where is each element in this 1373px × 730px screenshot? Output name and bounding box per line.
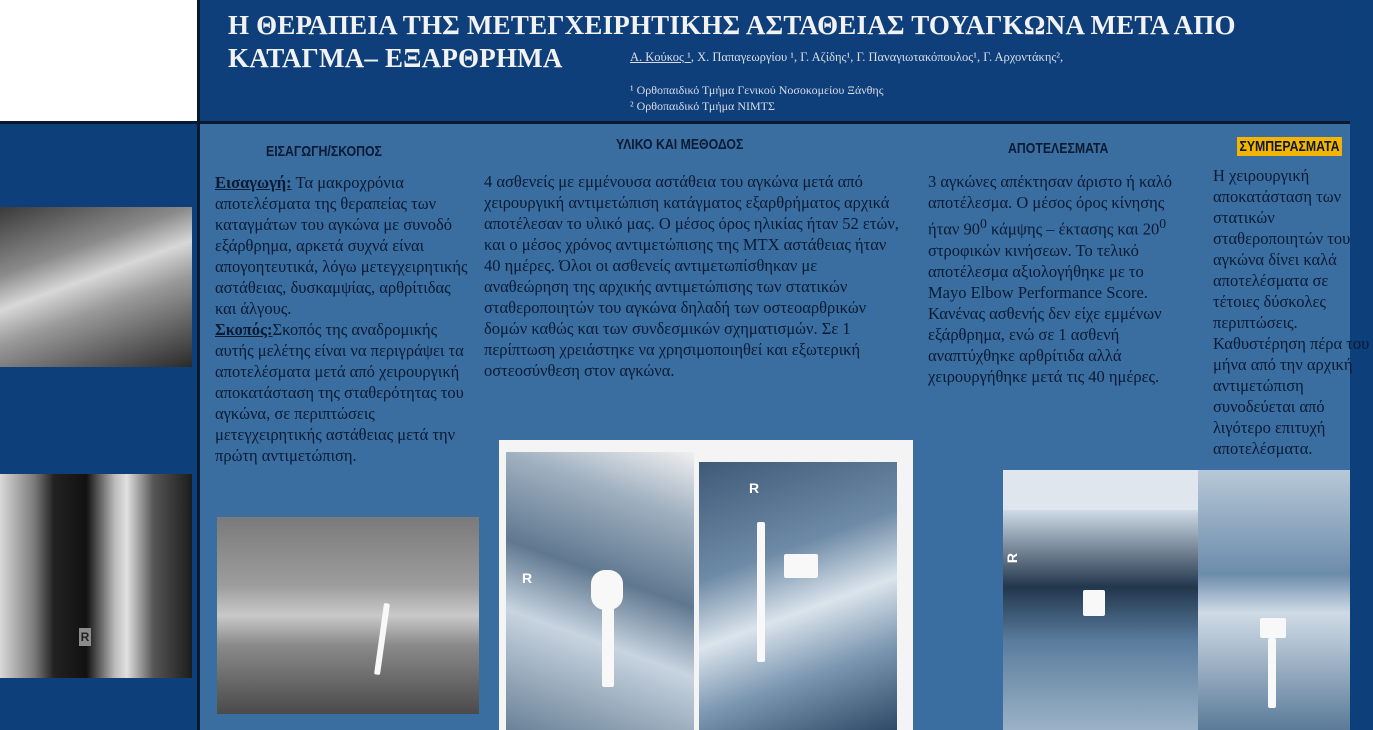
xray-elbow-lateral-image xyxy=(0,207,192,367)
results-part-a: 3 αγκώνες απέκτησαν άριστο ή καλό αποτέλεσμα. Ο μέσος όρος κίνησης ήταν 90 xyxy=(928,172,1173,239)
header-divider xyxy=(0,121,1350,124)
intro-text xyxy=(215,172,473,466)
other-authors: , Χ. Παπαγεωργίου ¹, Γ. Αζίδης¹, Γ. Παναγιωτακόπουλος¹, Γ. Αρχοντάκης², xyxy=(690,50,1064,64)
aim-body: Σκοπός της αναδρομικής αυτής μελέτης είναι να περιγράψει τα αποτελέσματα μετά από χειρουργική αποκατάσταση της σταθερότητας του αγκώνα, σε περιπτώσεις μετεγχειρητικής αστάθειας μετά την πρώτη αντιμετώπιση. xyxy=(215,320,464,465)
results-text xyxy=(928,171,1183,387)
xray-elbow-plates-image xyxy=(499,440,913,730)
plate-implant xyxy=(602,607,614,687)
plate-implant xyxy=(757,522,765,662)
xray-panel-b xyxy=(1198,470,1350,730)
poster-title-line2: ΚΑΤΑΓΜΑ– ΕΞΑΡΘΡΗΜΑ xyxy=(228,43,563,73)
xray-panel-b xyxy=(699,462,897,730)
sidebar-divider xyxy=(197,0,200,730)
intro-heading: ΕΙΣΑΓΩΓΗ/ΣΚΟΠΟΣ xyxy=(266,143,382,160)
xray-side-marker: R xyxy=(522,570,533,586)
radial-head-implant xyxy=(591,570,623,610)
method-heading: ΥΛΙΚΟ ΚΑΙ ΜΕΘΟΔΟΣ xyxy=(616,136,744,153)
xray-side-marker: R xyxy=(749,480,760,496)
aim-lead: Σκοπός: xyxy=(215,320,273,339)
xray-panel-a xyxy=(506,452,694,730)
stem-implant xyxy=(1268,638,1276,708)
conclusions-text: Η χειρουργική αποκατάσταση των στατικών σταθεροποιητών του αγκώνα δίνει καλά αποτελέσματα σε τέτοιες δύσκολες περιπτώσεις. Καθυστέρηση πέρα του μήνα από την αρχική αντιμετώπιση συνοδεύεται από λιγότερο επιτυχή αποτελέσματα. xyxy=(1213,166,1370,458)
prosthesis-implant xyxy=(1260,618,1286,638)
xray-side-marker: R xyxy=(1004,552,1021,564)
authors xyxy=(630,50,1063,65)
prosthesis-implant xyxy=(784,554,818,578)
degree-sup-2: 0 xyxy=(1159,216,1167,231)
xray-panel-a xyxy=(1003,510,1198,730)
conclusions-heading: ΣΥΜΠΕΡΑΣΜΑΤΑ xyxy=(1237,137,1342,156)
screw-implant xyxy=(374,603,390,675)
affiliation-2: ² Ορθοπαιδικό Τμήμα ΝΙΜΤΣ xyxy=(630,99,775,113)
intro-body: Τα μακροχρόνια αποτελέσματα της θεραπείας των καταγμάτων του αγκώνα με συνοδό εξάρθρημα, αρκετά συχνά είναι απογοητευτικά, λόγω μετεγχειρητικής αστάθειας, δυσκαμψίας, αρθρίτιδας και άλγους. xyxy=(215,173,468,318)
xray-side-marker: R xyxy=(80,630,90,644)
affiliation-1: ¹ Ορθοπαιδικό Τμήμα Γενικού Νοσοκομείου Ξάνθης xyxy=(630,83,884,97)
xray-elbow-screw-image xyxy=(217,517,479,714)
xray-elbow-ap-lateral-image xyxy=(0,474,192,678)
results-heading: ΑΠΟΤΕΛΕΣΜΑΤΑ xyxy=(1008,140,1109,157)
method-text: 4 ασθενείς με εμμένουσα αστάθεια του αγκώνα μετά από χειρουργική αντιμετώπιση κατάγματος εξαρθρήματος αρχικά αποτέλεσαν το υλικό μας. Ο μέσος όρος ηλικίας ήταν 52 ετών, και ο μέσος χρόνος αντιμετώπισης της ΜΤΧ αστάθειας ήταν 40 ημέρες. Όλοι οι ασθενείς αντιμετωπίσθηκαν με αναθεώρηση της αρχικής αντιμετώπισης των στατικών σταθεροποιητών του αγκώνα δηλαδή των οστεοαρθρικών δομών καθώς και των συνδεσμικών σχηματισμών. Σε 1 περίπτωση χρειάστηκε να χρησιμοποιηθεί και εξωτερική οστεοσύνθεση στον αγκώνα. xyxy=(484,172,899,380)
first-author: Α. Κούκος ¹ xyxy=(630,50,691,64)
xray-elbow-followup-image xyxy=(1003,470,1350,730)
results-part-b: κάμψης – έκτασης και 20 xyxy=(986,219,1160,239)
intro-lead: Εισαγωγή: xyxy=(215,173,292,192)
logo-area xyxy=(0,0,198,121)
results-part-c: στροφικών κινήσεων. Το τελικό αποτέλεσμα αξιολογήθηκε με το Mayo Elbow Performance Score. Κανένας ασθενής δεν είχε εμμένων εξάρθρημα, ενώ σε 1 ασθενή αναπτύχθηκε αρθρίτιδα αλλά χειρουργήθηκε μετά τις 40 ημέρες. xyxy=(928,240,1162,386)
degree-sup-1: 0 xyxy=(980,216,987,231)
poster-title-line1: Η ΘΕΡΑΠΕΙΑ ΤΗΣ ΜΕΤΕΓΧΕΙΡΗΤΙΚΗΣ ΑΣΤΑΘΕΙΑΣ ΤΟΥΑΓΚΩΝΑ ΜΕΤΑ ΑΠΟ xyxy=(228,10,1236,40)
prosthesis-implant xyxy=(1083,590,1105,616)
